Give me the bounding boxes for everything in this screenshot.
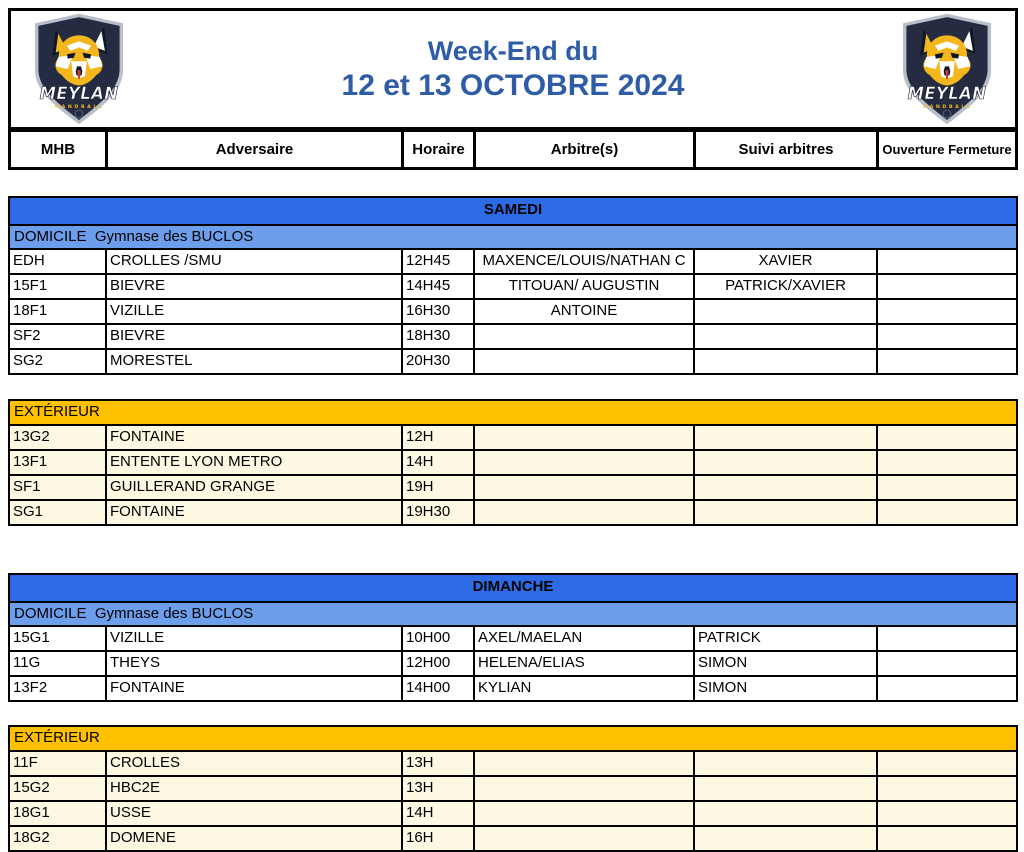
table-row <box>10 775 1016 800</box>
table-row <box>10 800 1016 825</box>
cell-mhb: 13G2 <box>10 426 107 449</box>
table-row <box>10 426 1016 449</box>
cell-arbitres: ANTOINE <box>475 300 695 323</box>
cell-ouverture <box>878 777 1016 800</box>
cell-adversaire: DOMENE <box>107 827 403 850</box>
table-row <box>10 825 1016 850</box>
table-row <box>10 627 1016 650</box>
cell-mhb: SF1 <box>10 476 107 499</box>
cell-suivi <box>695 752 878 775</box>
table-row <box>10 474 1016 499</box>
column-header-mhb: MHB <box>11 132 108 167</box>
logo-club-name: MEYLAN <box>39 84 119 104</box>
cell-mhb: 15G1 <box>10 627 107 650</box>
column-header-adversaire: Adversaire <box>108 132 404 167</box>
club-logo-right <box>887 12 1007 126</box>
cell-horaire: 12H <box>403 426 475 449</box>
cell-horaire: 20H30 <box>403 350 475 373</box>
day-banner-dimanche: DIMANCHE <box>10 575 1016 603</box>
cell-ouverture <box>878 476 1016 499</box>
cell-arbitres <box>475 802 695 825</box>
dimanche-domicile-table <box>8 573 1018 702</box>
exterieur-banner: EXTÉRIEUR <box>10 727 1016 752</box>
logo-sport-name: HANDBALL <box>923 104 973 110</box>
table-row <box>10 499 1016 524</box>
cell-horaire: 14H <box>403 802 475 825</box>
table-row <box>10 273 1016 298</box>
cell-mhb: 18G1 <box>10 802 107 825</box>
cell-horaire: 19H <box>403 476 475 499</box>
cell-ouverture <box>878 802 1016 825</box>
cell-ouverture <box>878 350 1016 373</box>
cell-mhb: 11F <box>10 752 107 775</box>
cell-mhb: SG2 <box>10 350 107 373</box>
cell-adversaire: ENTENTE LYON METRO <box>107 451 403 474</box>
cell-suivi: SIMON <box>695 652 878 675</box>
cell-arbitres <box>475 476 695 499</box>
cell-suivi <box>695 350 878 373</box>
cell-horaire: 13H <box>403 777 475 800</box>
club-crest-icon <box>894 12 1000 126</box>
cell-mhb: 15F1 <box>10 275 107 298</box>
title-line-2: 12 et 13 OCTOBRE 2024 <box>341 68 685 102</box>
header-banner <box>8 8 1018 130</box>
table-row <box>10 348 1016 373</box>
cell-adversaire: BIEVRE <box>107 325 403 348</box>
cell-ouverture <box>878 627 1016 650</box>
cell-arbitres <box>475 827 695 850</box>
cell-arbitres <box>475 501 695 524</box>
cell-ouverture <box>878 677 1016 700</box>
club-logo-left <box>19 12 139 126</box>
cell-horaire: 16H <box>403 827 475 850</box>
dimanche-domicile-rows <box>10 627 1016 700</box>
column-header-horaire: Horaire <box>404 132 476 167</box>
cell-adversaire: GUILLERAND GRANGE <box>107 476 403 499</box>
column-header-row <box>8 130 1018 170</box>
cell-ouverture <box>878 275 1016 298</box>
table-row <box>10 298 1016 323</box>
title-line-1: Week-End du <box>427 35 599 66</box>
cell-horaire: 10H00 <box>403 627 475 650</box>
cell-arbitres <box>475 451 695 474</box>
cell-ouverture <box>878 325 1016 348</box>
samedi-exterieur-table <box>8 399 1018 526</box>
cell-adversaire: THEYS <box>107 652 403 675</box>
cell-adversaire: VIZILLE <box>107 627 403 650</box>
cell-mhb: 18F1 <box>10 300 107 323</box>
cell-horaire: 12H45 <box>403 250 475 273</box>
cell-mhb: SG1 <box>10 501 107 524</box>
samedi-exterieur-rows <box>10 426 1016 524</box>
cell-suivi <box>695 300 878 323</box>
cell-ouverture <box>878 827 1016 850</box>
cell-mhb: 18G2 <box>10 827 107 850</box>
cell-adversaire: FONTAINE <box>107 501 403 524</box>
cell-suivi: SIMON <box>695 677 878 700</box>
domicile-banner: DOMICILE Gymnase des BUCLOS <box>10 603 1016 627</box>
cell-ouverture <box>878 300 1016 323</box>
cell-mhb: 13F2 <box>10 677 107 700</box>
cell-arbitres: MAXENCE/LOUIS/NATHAN C <box>475 250 695 273</box>
cell-mhb: 11G <box>10 652 107 675</box>
cell-horaire: 14H <box>403 451 475 474</box>
cell-adversaire: VIZILLE <box>107 300 403 323</box>
cell-suivi <box>695 426 878 449</box>
dimanche-exterieur-table <box>8 725 1018 852</box>
cell-ouverture <box>878 652 1016 675</box>
cell-horaire: 13H <box>403 752 475 775</box>
logo-club-name: MEYLAN <box>907 84 987 104</box>
cell-arbitres: TITOUAN/ AUGUSTIN <box>475 275 695 298</box>
cell-mhb: SF2 <box>10 325 107 348</box>
cell-horaire: 19H30 <box>403 501 475 524</box>
cell-arbitres: KYLIAN <box>475 677 695 700</box>
cell-suivi <box>695 325 878 348</box>
table-row <box>10 752 1016 775</box>
cell-adversaire: BIEVRE <box>107 275 403 298</box>
cell-arbitres <box>475 350 695 373</box>
cell-ouverture <box>878 451 1016 474</box>
cell-suivi: XAVIER <box>695 250 878 273</box>
cell-adversaire: CROLLES /SMU <box>107 250 403 273</box>
column-header-arbitres: Arbitre(s) <box>476 132 696 167</box>
cell-arbitres <box>475 777 695 800</box>
cell-ouverture <box>878 752 1016 775</box>
cell-adversaire: FONTAINE <box>107 426 403 449</box>
cell-adversaire: CROLLES <box>107 752 403 775</box>
cell-suivi <box>695 777 878 800</box>
table-row <box>10 675 1016 700</box>
cell-suivi: PATRICK/XAVIER <box>695 275 878 298</box>
cell-arbitres: AXEL/MAELAN <box>475 627 695 650</box>
cell-horaire: 14H45 <box>403 275 475 298</box>
cell-ouverture <box>878 250 1016 273</box>
cell-horaire: 14H00 <box>403 677 475 700</box>
cell-ouverture <box>878 426 1016 449</box>
cell-suivi <box>695 451 878 474</box>
samedi-domicile-rows <box>10 250 1016 373</box>
cell-suivi: PATRICK <box>695 627 878 650</box>
cell-arbitres: HELENA/ELIAS <box>475 652 695 675</box>
cell-mhb: EDH <box>10 250 107 273</box>
domicile-banner: DOMICILE Gymnase des BUCLOS <box>10 226 1016 250</box>
cell-suivi <box>695 802 878 825</box>
cell-arbitres <box>475 752 695 775</box>
samedi-domicile-table <box>8 196 1018 375</box>
cell-suivi <box>695 501 878 524</box>
day-banner-samedi: SAMEDI <box>10 198 1016 226</box>
page-title <box>139 35 887 104</box>
exterieur-banner: EXTÉRIEUR <box>10 401 1016 426</box>
table-row <box>10 449 1016 474</box>
dimanche-exterieur-rows <box>10 752 1016 850</box>
cell-adversaire: FONTAINE <box>107 677 403 700</box>
cell-adversaire: HBC2E <box>107 777 403 800</box>
cell-horaire: 12H00 <box>403 652 475 675</box>
table-row <box>10 650 1016 675</box>
club-crest-icon <box>26 12 132 126</box>
cell-suivi <box>695 827 878 850</box>
cell-adversaire: MORESTEL <box>107 350 403 373</box>
cell-arbitres <box>475 426 695 449</box>
cell-horaire: 18H30 <box>403 325 475 348</box>
column-header-suivi: Suivi arbitres <box>696 132 879 167</box>
cell-ouverture <box>878 501 1016 524</box>
cell-arbitres <box>475 325 695 348</box>
table-row <box>10 250 1016 273</box>
table-row <box>10 323 1016 348</box>
logo-sport-name: HANDBALL <box>55 104 105 110</box>
cell-suivi <box>695 476 878 499</box>
cell-mhb: 15G2 <box>10 777 107 800</box>
cell-mhb: 13F1 <box>10 451 107 474</box>
cell-horaire: 16H30 <box>403 300 475 323</box>
column-header-ouverture: Ouverture Fermeture <box>882 142 1012 157</box>
cell-adversaire: USSE <box>107 802 403 825</box>
